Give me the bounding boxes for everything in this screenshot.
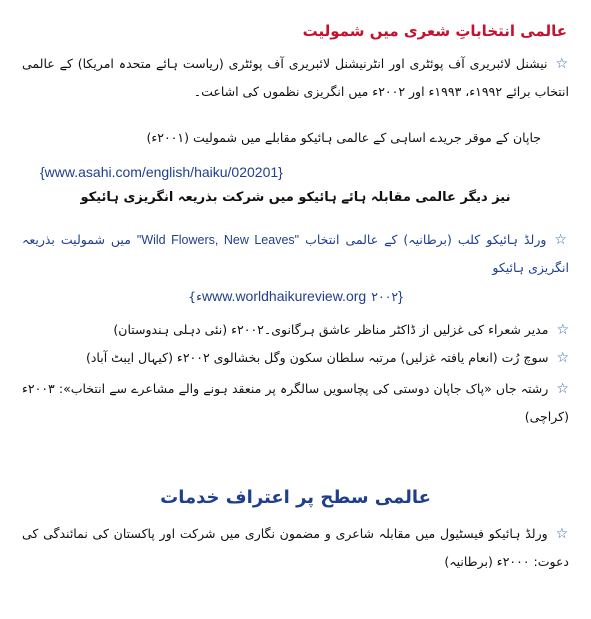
item-text: میں شمولیت بذریعہ انگریزی ہائیکو [22, 232, 569, 275]
list-item [22, 344, 569, 372]
subheading: نیز دیگر عالمی مقابلہ ہائے ہائیکو میں شرکت بذریعہ انگریزی ہائیکو [80, 190, 511, 205]
url-link[interactable]: {www.worldhaikureview.org [202, 288, 403, 304]
list-item [22, 520, 569, 575]
list-item [22, 375, 569, 430]
list-item [20, 124, 541, 151]
list-item [22, 316, 569, 344]
item-text: جاپان کے موقر جریدے اساہی کے عالمی ہائیکو مقابلے میں شمولیت (۲۰۰۱ء) [146, 130, 541, 145]
section-heading: عالمی انتخاباتِ شعری میں شمولیت [302, 22, 567, 40]
item-text: نیشنل لائبریری آف پوئٹری اور انٹرنیشنل لائبریری آف پوئٹری (ریاست ہائے متحدہ امریکا) کے عالمی انتخاب برائے ۱۹۹۲ء، ۱۹۹۳ء اور ۲۰۰۲ء میں انگریزی نظموں کی اشاعت۔ [22, 56, 569, 99]
book-title: "Wild Flowers, New Leaves" [136, 233, 300, 247]
item-text: رشتہ جاں «پاک جاپان دوستی کی پچاسویں سالگرہ پر منعقد ہونے والے مشاعرے سے انتخاب»: ۲۰۰۳ء (کراچی) [22, 381, 569, 424]
url-link[interactable]: {www.asahi.com/english/haiku/020201} [40, 164, 283, 180]
item-text: سوچ رُت (انعام یافتہ غزلیں) مرتبہ سلطان سکون وگل بخشالوی ۲۰۰۲ء (کیہال ایبٹ آباد) [85, 350, 549, 365]
item-text: ورلڈ ہائیکو فیسٹیول میں مقابلہ شاعری و مضمون نگاری میں شرکت اور پاکستان کی نمائندگی کی دعوت: ۲۰۰۰ء (برطانیہ) [22, 526, 569, 569]
star-icon: ☆ [555, 56, 569, 72]
section-heading: عالمی سطح پر اعتراف خدمات [160, 487, 431, 508]
star-icon: ☆ [556, 322, 569, 338]
item-text: ورلڈ ہائیکو کلب (برطانیہ) کے عالمی انتخاب [305, 232, 547, 247]
list-item [22, 50, 569, 105]
url-row [0, 286, 591, 305]
star-icon: ☆ [555, 526, 569, 542]
url-year: ۲۰۰۲ء} [188, 289, 399, 304]
star-icon: ☆ [556, 381, 569, 397]
list-item [22, 226, 569, 281]
item-text: مدیر شعراء کی غزلیں از ڈاکٹر مناظر عاشق ہرگانوی۔۲۰۰۲ء (نئی دہلی ہندوستان) [113, 322, 549, 337]
star-icon: ☆ [554, 232, 569, 248]
star-icon: ☆ [556, 350, 569, 366]
